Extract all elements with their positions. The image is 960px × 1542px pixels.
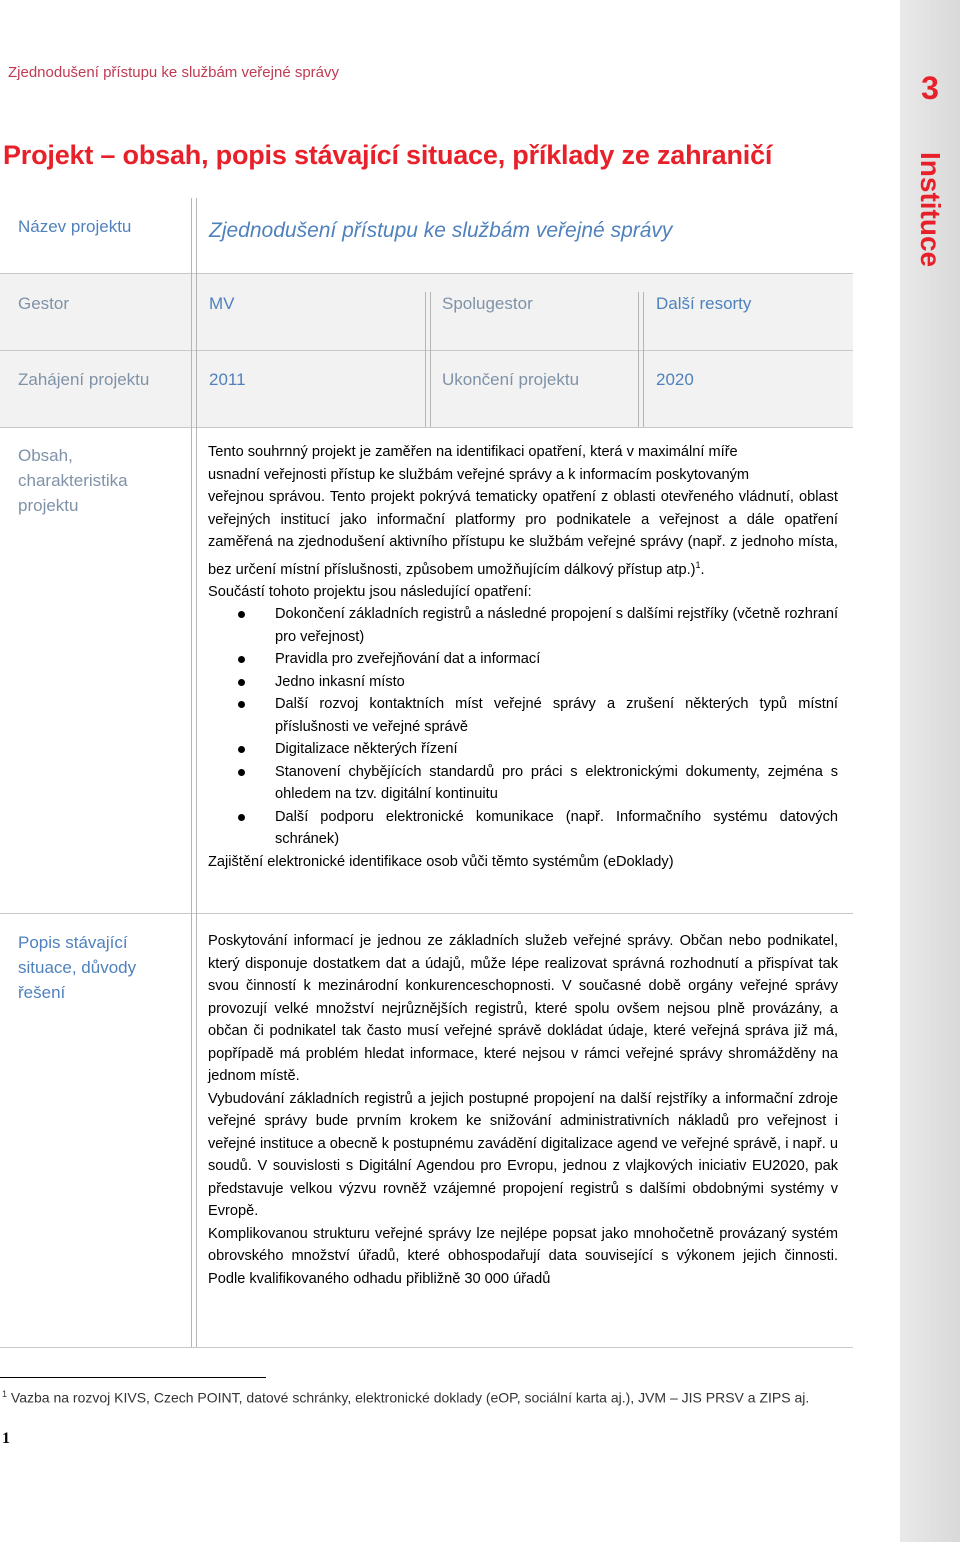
spolugestor-label: Spolugestor [442,294,533,313]
project-name: Zjednodušení přístupu ke službám veřejné správy [209,219,673,242]
list-item: Jedno inkasní místo [208,671,838,694]
list-item: Další podporu elektronické komunikace (např. Informačního systému datových schránek) [208,806,838,851]
running-header: Zjednodušení přístupu ke službám veřejné správy [8,64,340,81]
list-item: Další rozvoj kontaktních míst veřejné správy a zrušení některých typů místní příslušnosti ve veřejné správě [208,693,838,738]
list-item: Stanovení chybějících standardů pro práci s elektronickými dokumenty, zejména s ohledem na tzv. digitální kontinuitu [208,761,838,806]
list-item: Digitalizace některých řízení [208,738,838,761]
table-divider [0,427,853,428]
content-text [208,441,838,873]
table-divider [0,273,853,274]
end-label: Ukončení projektu [442,370,580,389]
content-closing: Zajištění elektronické identifikace osob vůči těmto systémům (eDoklady) [208,853,674,870]
footnote-text: Vazba na rozvoj KIVS, Czech POINT, datové schránky, elektronické doklady (eOP, sociální karta aj.), JVM – JIS PRSV a ZIPS aj. [10,1389,810,1406]
footnote [2,1389,809,1406]
page-number: 1 [2,1430,10,1447]
name-label: Název projektu [18,217,132,236]
situation-text [208,930,838,1290]
content-label: Obsah, charakteristika projektu [18,446,128,515]
list-item: Pravidla pro zveřejňování dat a informací [208,648,838,671]
start-label: Zahájení projektu [18,370,150,389]
footnote-ref: 1 [695,559,701,570]
chapter-title: Instituce [915,152,946,268]
situation-label: Popis stávající situace, důvody řešení [18,933,137,1002]
situation-paragraph: Komplikovanou strukturu veřejné správy lze nejlépe popsat jako mnohočetně provázaný systém obrovského množství úřadů, které obhospodařují data související s výkonem jejich činnosti. Podle kvalifikovaného odhadu přibližně 30 000 úřadů [208,1225,838,1287]
footnote-rule [0,1377,266,1378]
column-divider [638,292,644,427]
measures-list [208,603,838,851]
start-value: 2011 [209,370,246,389]
list-intro: Součástí tohoto projektu jsou následující opatření: [208,583,532,600]
table-divider [0,913,853,914]
chapter-number: 3 [921,70,939,106]
table-divider [0,1347,853,1348]
content-intro: Tento souhrnný projekt je zaměřen na identifikaci opatření, která v maximální míře usnadní veřejnosti přístup ke službám veřejné správy a k informacím poskytovaným veřejnou správou. Tento projekt pokrývá tematicky opatření z oblasti otevřeného vládnutí, oblast veřejných institucí jako informační platformy pro podnikatele a veřejnost a dále opatření zaměřená na zjednodušení aktivního přístupu ke službám veřejné správy (např. z jednoho místa, bez určení místní příslušnosti, způsobem umožňujícím dálkový přístup atp.)$^1$. [208,444,838,578]
column-divider [425,292,431,427]
list-item: Dokončení základních registrů a následné propojení s dalšími rejstříky (včetně rozhraní pro veřejnost) [208,603,838,648]
gestor-value: MV [209,294,235,313]
spolugestor-value: Další resorty [656,294,752,313]
situation-paragraph: Poskytování informací je jednou ze základních služeb veřejné správy. Občan nebo podnikatel, který disponuje dostatkem dat a údajů, může lépe realizovat správná rozhodnutí a přispívat tak svou činností k mezinárodní konkurenceschopnosti. V současné době orgány veřejné správy provozují velké množství nejrůznějších registrů, které spolu ovšem nejsou plně provázány, a občan či podnikatel tak často musí veřejné správě dokládat údaje, které veřejná správa již má, popřípadě má problém hledat informace, které nejsou v rámci veřejné správy shromážděny na jednom místě. [208,933,838,1084]
situation-paragraph: Vybudování základních registrů a jejich postupné propojení na další rejstříky a informační zdroje veřejné správy bude prvním krokem ke snižování administrativních nákladů pro veřejnost i veřejné instituce a obecně k postupnému zavádění digitalizace agend ve veřejné správě, i např. u soudů. V souvislosti s Digitální Agendou pro Evropu, jednou z vlajkových iniciativ EU2020, pak představuje velkou výzvu rovněž vzájemné propojení registrů s dalšími obdobnými systémy v Evropě. [208,1090,838,1219]
end-value: 2020 [656,370,694,389]
footnote-number: 1 [2,1389,8,1399]
gestor-label: Gestor [18,294,70,313]
section-title: Projekt – obsah, popis stávající situace, příklady ze zahraničí [3,140,773,170]
column-divider [191,198,197,1347]
